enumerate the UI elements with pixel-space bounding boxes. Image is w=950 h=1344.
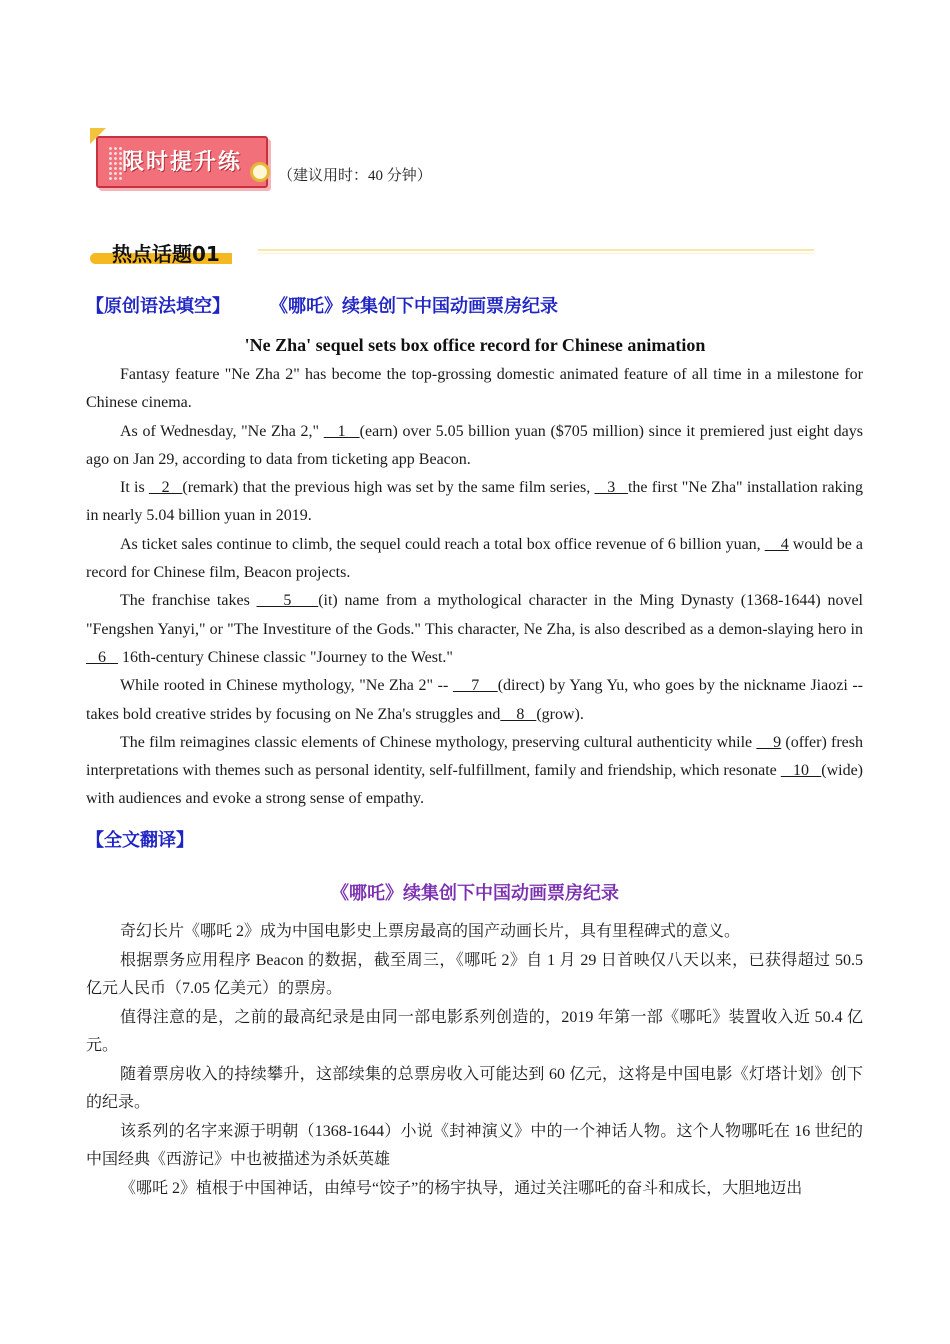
- blank-10: 10: [780, 762, 822, 780]
- topic-label: 热点话题01: [112, 242, 220, 266]
- blank-6: 6: [86, 648, 118, 666]
- topic-divider: [258, 249, 814, 254]
- banner-ring-icon: [250, 162, 270, 182]
- banner-box: [96, 136, 268, 188]
- section-label: 【全文翻译】: [86, 830, 194, 851]
- translation-paragraph: 根据票务应用程序 Beacon 的数据，截至周三，《哪吒 2》自 1 月 29 日首映仅八天以来，已获得超过 50.5 亿元人民币（7.05 亿美元）的票房。: [86, 951, 863, 997]
- chinese-article-title: 《哪吒》续集创下中国动画票房纪录: [331, 883, 619, 904]
- passage-paragraph: The franchise takes 5 (it) name from a mythological character in the Ming Dynasty (1368-1644) novel "Fengshen Yanyi," or "The Investiture of the Gods." This character, Ne Zha, is also described as a demon-slaying hero in 6 16th-century Chinese classic "Journey to the West.": [86, 592, 863, 666]
- english-article-title: 'Ne Zha' sequel sets box office record for Chinese animation: [244, 335, 706, 355]
- translation-paragraph: 《哪吒 2》植根于中国神话，由绰号“饺子”的杨宇执导，通过关注哪吒的奋斗和成长，大胆地迈出: [120, 1179, 803, 1197]
- blank-8: 8: [500, 705, 537, 723]
- passage-paragraph: As ticket sales continue to climb, the sequel could reach a total box office revenue of 6 billion yuan, 4 would be a record for Chinese film, Beacon projects.: [86, 535, 863, 582]
- section-heading-grammar: [86, 292, 558, 318]
- translation-paragraph: 值得注意的是，之前的最高纪录是由同一部电影系列创造的，2019 年第一部《哪吒》装置收入近 50.4 亿元。: [86, 1008, 863, 1054]
- translation-paragraph: 随着票房收入的持续攀升，这部续集的总票房收入可能达到 60 亿元，这将是中国电影《灯塔计划》创下的纪录。: [86, 1065, 863, 1111]
- passage-paragraph: While rooted in Chinese mythology, "Ne Zha 2" -- 7 (direct) by Yang Yu, who goes by the nickname Jiaozi -- takes bold creative strides by focusing on Ne Zha's struggles and 8 (grow).: [86, 677, 864, 723]
- blank-9: 9: [756, 733, 782, 751]
- passage-paragraph: The film reimagines classic elements of Chinese mythology, preserving cultural authenticity while 9 (offer) fresh interpretations with themes such as personal identity, self-fulfillment, family and friendship, which resonate 10 (wide) with audiences and evoke a strong sense of empathy.: [86, 733, 864, 808]
- banner-corner-flag-icon: [90, 128, 106, 144]
- passage-paragraph: Fantasy feature "Ne Zha 2" has become the top-grossing domestic animated feature of all time in a milestone for Chinese cinema.: [86, 366, 863, 412]
- passage-paragraph: It is 2 (remark) that the previous high was set by the same film series, 3 the first "Ne Zha" installation raking in nearly 5.04 billion yuan in 2019.: [86, 479, 864, 525]
- topic-tag: [90, 238, 232, 268]
- passage-paragraph: As of Wednesday, "Ne Zha 2," 1 (earn) over 5.05 billion yuan ($705 million) since it premiered just eight days ago on Jan 29, according to data from ticketing app Beacon.: [86, 422, 864, 468]
- banner-title: 限时提升练: [122, 150, 243, 175]
- blank-3: 3: [594, 479, 628, 497]
- translation-paragraph: 该系列的名字来源于明朝（1368-1644）小说《封神演义》中的一个神话人物。这个人物哪吒在 16 世纪的中国经典《西游记》中也被描述为杀妖英雄: [86, 1122, 863, 1168]
- blank-4: 4: [764, 535, 789, 553]
- banner-dot-pattern: [108, 146, 122, 180]
- suggested-time-note: （建议用时：40 分钟）: [278, 168, 432, 184]
- section-title: 《哪吒》续集创下中国动画票房纪录: [270, 296, 558, 317]
- translation-paragraph: 奇幻长片《哪吒 2》成为中国电影史上票房最高的国产动画长片，具有里程碑式的意义。: [120, 923, 741, 940]
- blank-7: 7: [452, 677, 498, 695]
- blank-1: 1: [323, 422, 360, 440]
- blank-2: 2: [148, 479, 183, 497]
- section-label: 【原创语法填空】: [86, 296, 230, 317]
- chinese-passage: [86, 918, 863, 1203]
- practice-banner: [90, 128, 270, 190]
- section-heading-translation: [86, 826, 194, 852]
- english-passage: [86, 361, 863, 814]
- blank-5: 5: [256, 592, 319, 610]
